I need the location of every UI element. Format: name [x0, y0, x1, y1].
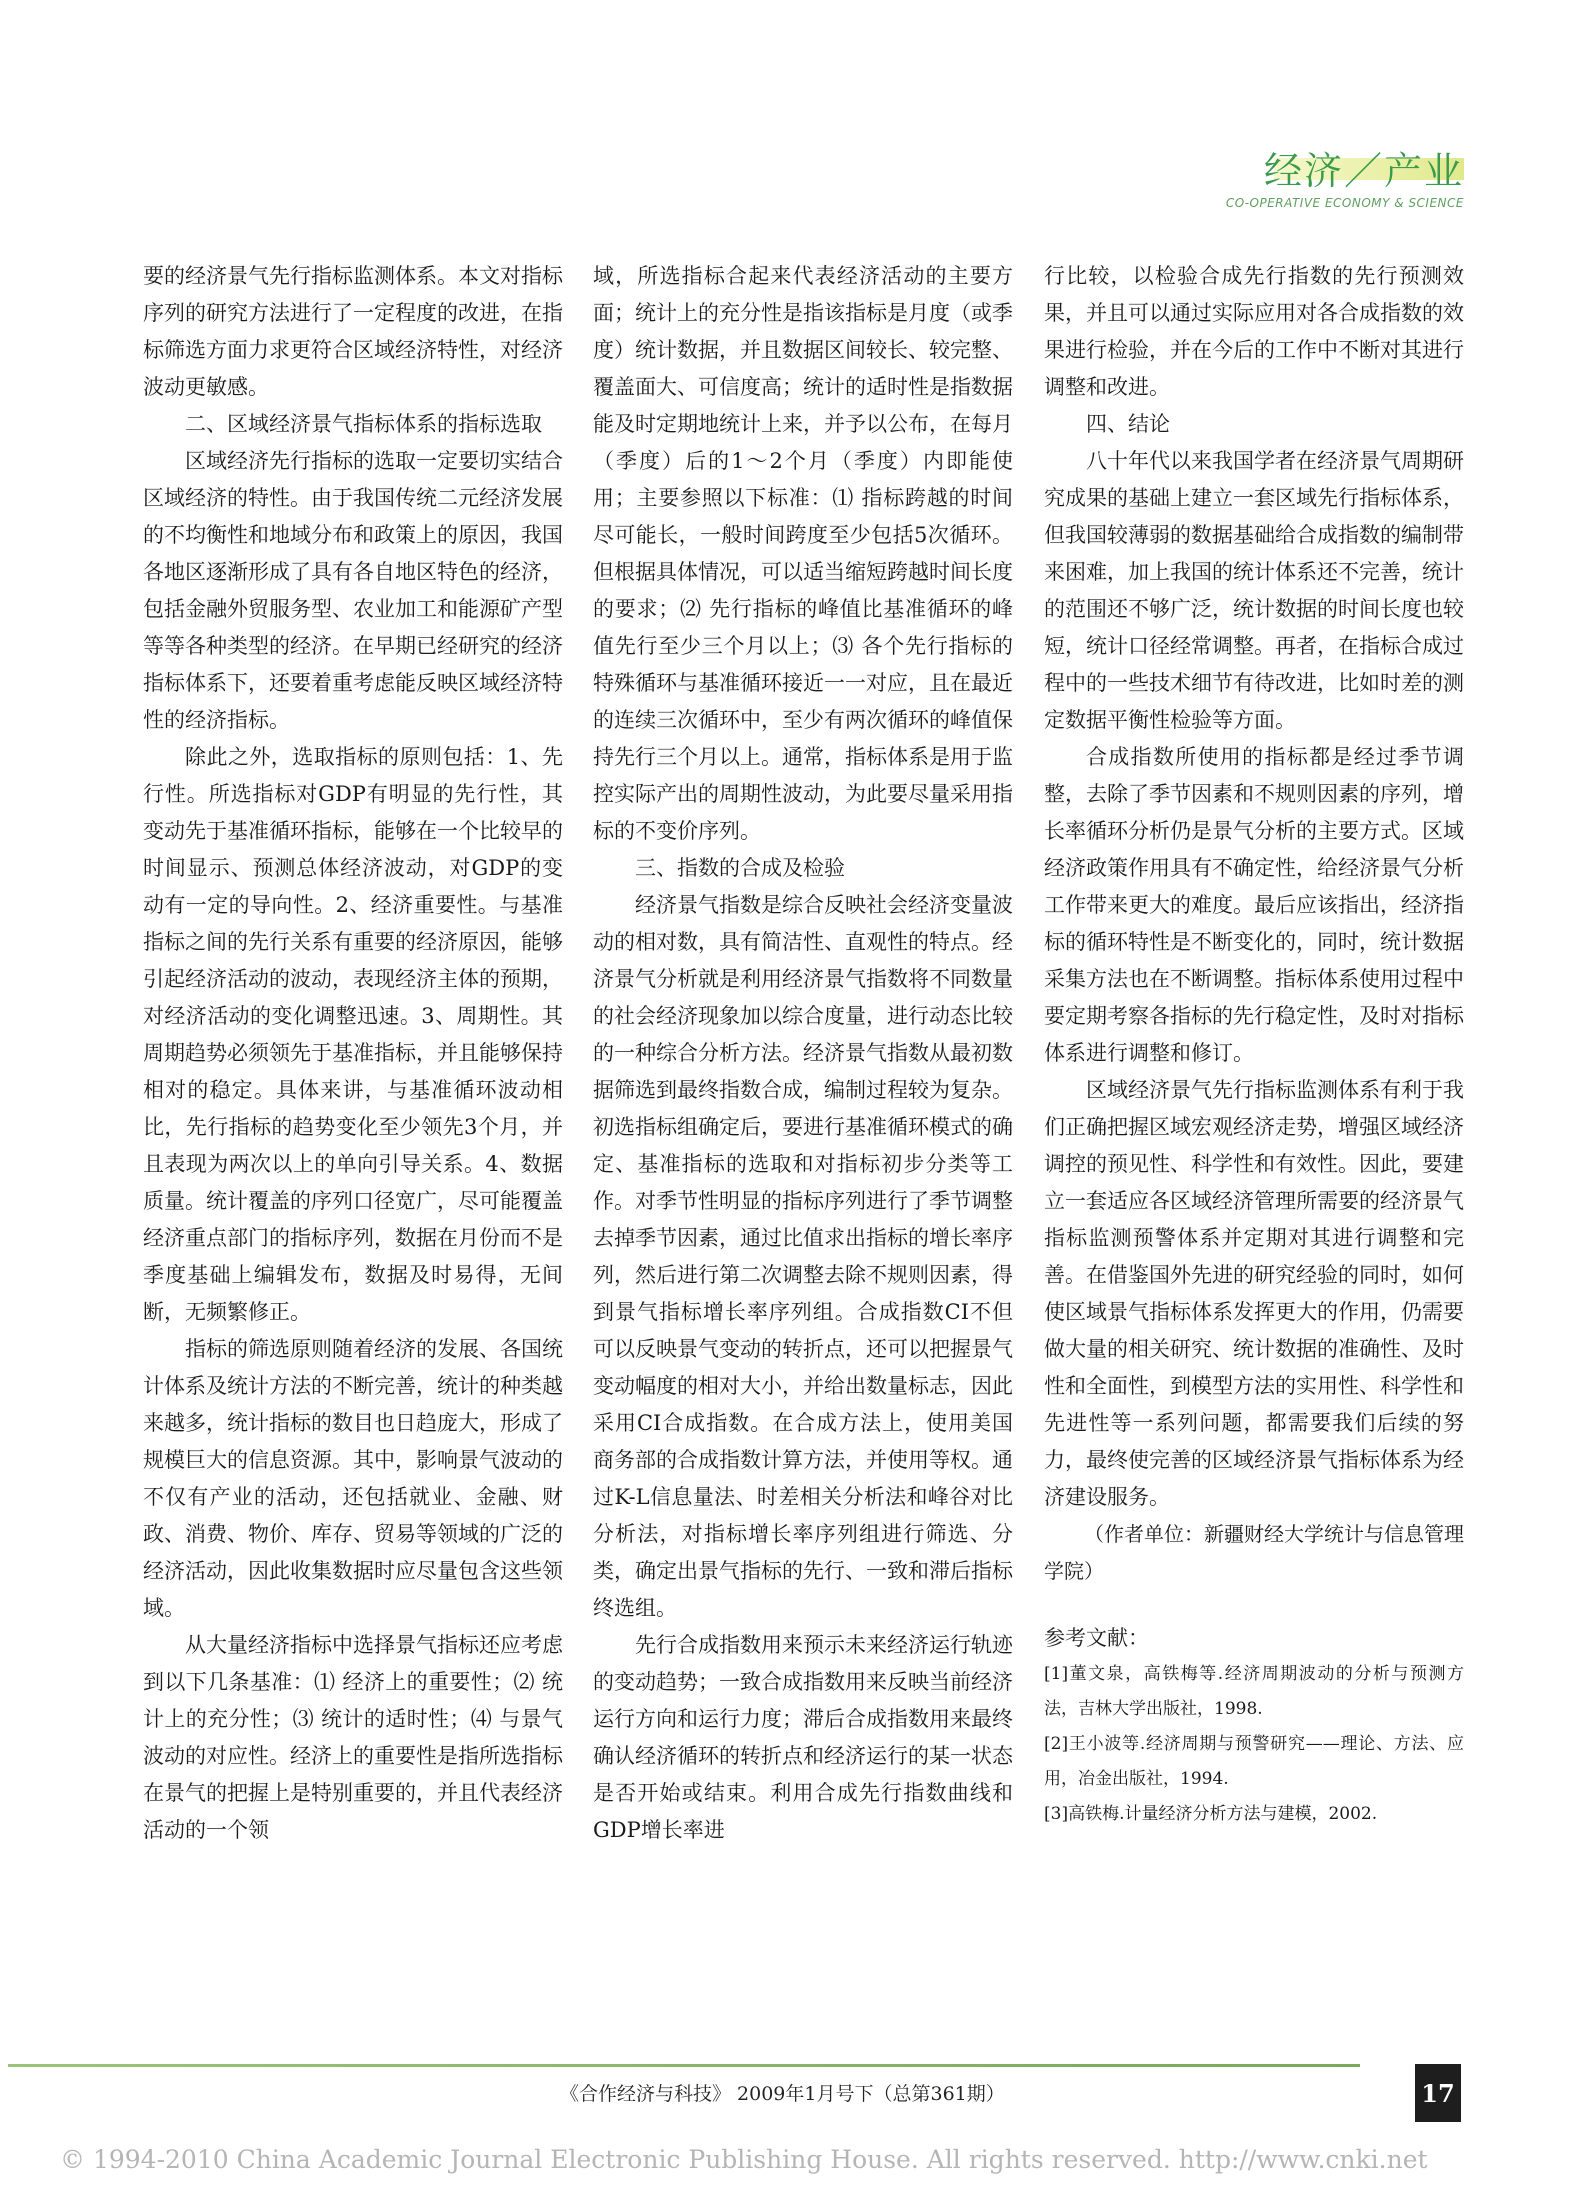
reference-item: [1]董文泉，高铁梅等.经济周期波动的分析与预测方法，吉林大学出版社，1998. — [1044, 1664, 1464, 1719]
section-header — [1225, 140, 1464, 230]
section-subtitle: CO-OPERATIVE ECONOMY & SCIENCE — [1225, 196, 1464, 210]
paragraph: 先行合成指数用来预示未来经济运行轨迹的变动趋势；一致合成指数用来反映当前经济运行方向和运行力度；滞后合成指数用来最终确认经济循环的转折点和经济运行的某一状态是否开始或结束。利用合成先行指数曲线和GDP增长率进 — [593, 1633, 1013, 1842]
reference-item: [2]王小波等.经济周期与预警研究——理论、方法、应用，冶金出版社，1994. — [1044, 1734, 1464, 1789]
paragraph: 区域经济先行指标的选取一定要切实结合区域经济的特性。由于我国传统二元经济发展的不均衡性和地域分布和政策上的原因，我国各地区逐渐形成了具有各自地区特色的经济，包括金融外贸服务型、农业加工和能源矿产型等等各种类型的经济。在早期已经研究的经济指标体系下，还要着重考虑能反映区域经济特性的经济指标。 — [143, 449, 563, 732]
paragraph: 指标的筛选原则随着经济的发展、各国统计体系及统计方法的不断完善，统计的种类越来越多，统计指标的数目也日趋庞大，形成了规模巨大的信息资源。其中，影响景气波动的不仅有产业的活动，还包括就业、金融、财政、消费、物价、库存、贸易等领域的广泛的经济活动，因此收集数据时应尽量包含这些领域。 — [143, 1337, 563, 1620]
paragraph: 从大量经济指标中选择景气指标还应考虑到以下几条基准：⑴ 经济上的重要性；⑵ 统计上的充分性；⑶ 统计的适时性；⑷ 与景气波动的对应性。经济上的重要性是指所选指标在景气的把握上是特别重要的，并且代表经济活动的一个领 — [143, 1633, 563, 1842]
section-title: 经济／产业 — [1263, 149, 1464, 193]
text-column-1 — [143, 258, 563, 1849]
paragraph: 域，所选指标合起来代表经济活动的主要方面；统计上的充分性是指该指标是月度（或季度）统计数据，并且数据区间较长、较完整、覆盖面大、可信度高；统计的适时性是指数据能及时定期地统计上来，并予以公布，在每月（季度）后的1～2个月（季度）内即能使用；主要参照以下标准：⑴ 指标跨越的时间尽可能长，一般时间跨度至少包括5次循环。但根据具体情况，可以适当缩短跨越时间长度的要求；⑵ 先行指标的峰值比基准循环的峰值先行至少三个月以上；⑶ 各个先行指标的特殊循环与基准循环接近一一对应，且在最近的连续三次循环中，至少有两次循环的峰值保持先行三个月以上。通常，指标体系是用于监控实际产出的周期性波动，为此要尽量采用指标的不变价序列。 — [593, 264, 1013, 843]
paragraph: 合成指数所使用的指标都是经过季节调整，去除了季节因素和不规则因素的序列，增长率循环分析仍是景气分析的主要方式。区域经济政策作用具有不确定性，给经济景气分析工作带来更大的难度。最后应该指出，经济指标的循环特性是不断变化的，同时，统计数据采集方法也在不断调整。指标体系使用过程中要定期考察各指标的先行稳定性，及时对指标体系进行调整和修订。 — [1044, 745, 1464, 1065]
section-heading: 三、指数的合成及检验 — [635, 856, 845, 880]
text-column-2 — [593, 258, 1013, 1849]
reference-item: [3]高铁梅.计量经济分析方法与建模，2002. — [1044, 1804, 1378, 1824]
journal-citation: 《合作经济与科技》 2009年1月号下（总第361期） — [560, 2083, 1005, 2105]
paragraph: 八十年代以来我国学者在经济景气周期研究成果的基础上建立一套区域先行指标体系，但我国较薄弱的数据基础给合成指数的编制带来困难，加上我国的统计体系还不完善，统计的范围还不够广泛，统计数据的时间长度也较短，统计口径经常调整。再者，在指标合成过程中的一些技术细节有待改进，比如时差的测定数据平衡性检验等方面。 — [1044, 449, 1464, 732]
paragraph: （作者单位：新疆财经大学统计与信息管理学院） — [1044, 1522, 1464, 1583]
page-number: 17 — [1415, 2064, 1461, 2122]
section-heading: 四、结论 — [1086, 412, 1170, 436]
paragraph: 参考文献： — [1044, 1626, 1149, 1650]
paragraph: 除此之外，选取指标的原则包括：1、先行性。所选指标对GDP有明显的先行性，其变动先于基准循环指标，能够在一个比较早的时间显示、预测总体经济波动，对GDP的变动有一定的导向性。2、经济重要性。与基准指标之间的先行关系有重要的经济原因，能够引起经济活动的波动，表现经济主体的预期，对经济活动的变化调整迅速。3、周期性。其周期趋势必须领先于基准指标，并且能够保持相对的稳定。具体来讲，与基准循环波动相比，先行指标的趋势变化至少领先3个月，并且表现为两次以上的单向引导关系。4、数据质量。统计覆盖的序列口径宽广，尽可能覆盖经济重点部门的指标序列，数据在月份而不是季度基础上编辑发布，数据及时易得，无间断，无频繁修正。 — [143, 745, 563, 1324]
text-column-3 — [1044, 258, 1464, 1832]
paragraph: 行比较，以检验合成先行指数的先行预测效果，并且可以通过实际应用对各合成指数的效果进行检验，并在今后的工作中不断对其进行调整和改进。 — [1044, 264, 1464, 399]
paragraph: 经济景气指数是综合反映社会经济变量波动的相对数，具有简洁性、直观性的特点。经济景气分析就是利用经济景气指数将不同数量的社会经济现象加以综合度量，进行动态比较的一种综合分析方法。经济景气指数从最初数据筛选到最终指数合成，编制过程较为复杂。初选指标组确定后，要进行基准循环模式的确定、基准指标的选取和对指标初步分类等工作。对季节性明显的指标序列进行了季节调整去掉季节因素，通过比值求出指标的增长率序列，然后进行第二次调整去除不规则因素，得到景气指标增长率序列组。合成指数CI不但可以反映景气变动的转折点，还可以把握景气变动幅度的相对大小，并给出数量标志，因此采用CI合成指数。在合成方法上，使用美国商务部的合成指数计算方法，并使用等权。通过K-L信息量法、时差相关分析法和峰谷对比分析法，对指标增长率序列组进行筛选、分类，确定出景气指标的先行、一致和滞后指标终选组。 — [593, 893, 1013, 1620]
section-heading: 二、区域经济景气指标体系的指标选取 — [185, 412, 542, 436]
footer-rule — [8, 2064, 1360, 2067]
paragraph: 区域经济景气先行指标监测体系有利于我们正确把握区域宏观经济走势，增强区域经济调控的预见性、科学性和有效性。因此，要建立一套适应各区域经济管理所需要的经济景气指标监测预警体系并定期对其进行调整和完善。在借鉴国外先进的研究经验的同时，如何使区域景气指标体系发挥更大的作用，仍需要做大量的相关研究、统计数据的准确性、及时性和全面性，到模型方法的实用性、科学性和先进性等一系列问题，都需要我们后续的努力，最终使完善的区域经济景气指标体系为经济建设服务。 — [1044, 1078, 1464, 1509]
copyright-watermark: © 1994-2010 China Academic Journal Electronic Publishing House. All rights reserved. http://www.cnki.net — [60, 2145, 1428, 2174]
paragraph: 要的经济景气先行指标监测体系。本文对指标序列的研究方法进行了一定程度的改进，在指标筛选方面力求更符合区域经济特性，对经济波动更敏感。 — [143, 264, 563, 399]
